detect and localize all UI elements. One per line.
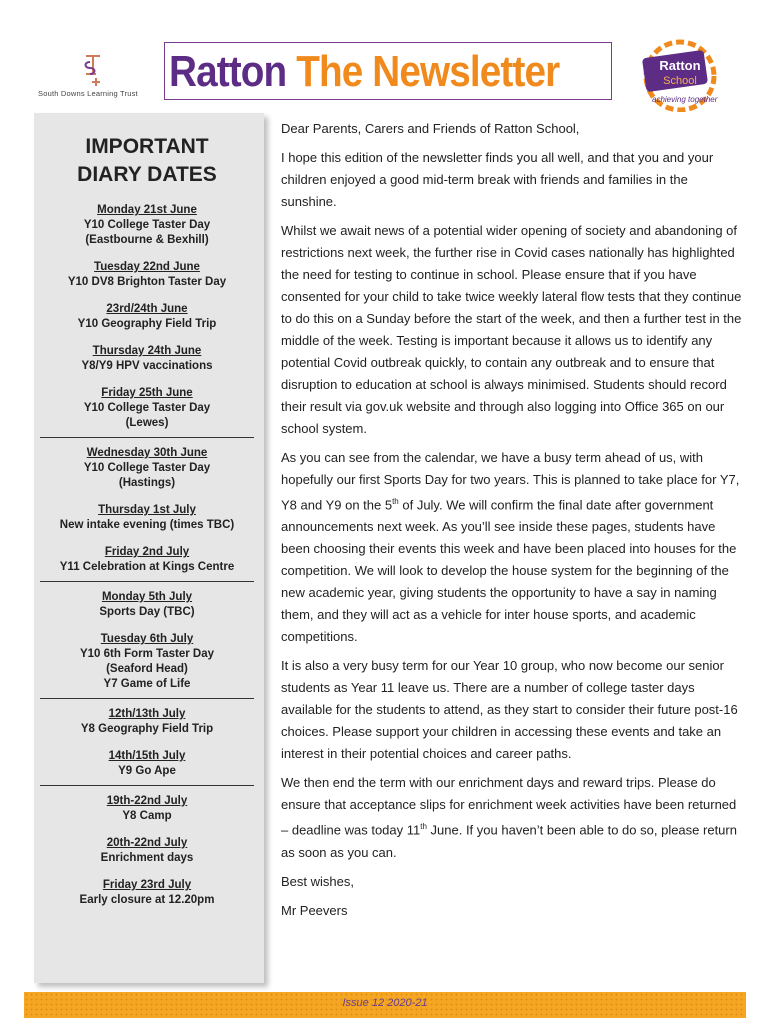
diary-entry: [34, 302, 260, 332]
headteacher-letter: [281, 118, 743, 929]
trust-monogram-icon: [78, 52, 114, 88]
diary-list: [34, 203, 260, 920]
diary-entry: [34, 836, 260, 866]
diary-event: Y11 Celebration at Kings Centre: [59, 561, 235, 573]
diary-event: Y10 College Taster Day: [83, 462, 211, 474]
diary-date: 23rd/24th June: [106, 303, 188, 315]
diary-event: Y8/Y9 HPV vaccinations: [81, 360, 213, 372]
diary-event: (Lewes): [125, 417, 169, 429]
diary-date: 19th-22nd July: [106, 795, 188, 807]
issue-number: Issue 12 2020-21: [342, 997, 428, 1009]
school-logo-school: School: [663, 75, 697, 87]
letter-signature: Mr Peevers: [281, 902, 348, 918]
footer-band: [24, 992, 746, 1018]
diary-event: Sports Day (TBC): [99, 606, 195, 618]
newsletter-title: [169, 46, 559, 98]
diary-date: 20th-22nd July: [106, 837, 188, 849]
diary-date: Thursday 1st July: [98, 504, 196, 516]
diary-event: (Hastings): [118, 477, 176, 489]
diary-event: Y9 Go Ape: [118, 765, 176, 777]
title-part-school: Ratton: [169, 47, 287, 96]
diary-entry: [34, 632, 260, 692]
diary-event: Y7 Game of Life: [103, 678, 191, 690]
diary-event: (Seaford Head): [106, 663, 188, 675]
diary-event: Y10 College Taster Day: [83, 402, 211, 414]
diary-entry: [34, 344, 260, 374]
diary-event: (Eastbourne & Bexhill): [85, 234, 209, 246]
diary-date: Friday 2nd July: [104, 546, 190, 558]
diary-date: Wednesday 30th June: [86, 447, 208, 459]
diary-date: Tuesday 22nd June: [94, 261, 200, 273]
diary-divider: [40, 437, 254, 438]
trust-logo: [36, 52, 156, 102]
diary-event: Enrichment days: [100, 852, 194, 864]
diary-event: Y8 Geography Field Trip: [80, 723, 214, 735]
diary-date: 14th/15th July: [108, 750, 186, 762]
diary-entry: [34, 749, 260, 779]
title-part-newsletter: The Newsletter: [296, 47, 560, 96]
diary-divider: [40, 581, 254, 582]
diary-event: New intake evening (times TBC): [59, 519, 235, 531]
diary-event: Y10 College Taster Day: [83, 219, 211, 231]
letter-paragraph: I hope this edition of the newsletter finds you all well, and that you and your children enjoyed a good mid-term break with friends and families in the sunshine.: [281, 150, 714, 209]
diary-entry: [34, 545, 260, 575]
diary-entry: [34, 794, 260, 824]
diary-date: Monday 21st June: [97, 204, 197, 216]
letter-signoff: Best wishes,: [281, 873, 354, 889]
diary-date: Thursday 24th June: [92, 345, 202, 357]
diary-date: Tuesday 6th July: [100, 633, 194, 645]
diary-date: Monday 5th July: [101, 591, 193, 603]
letter-paragraph: It is also a very busy term for our Year 10 group, who now become our senior students as Year 11 leave us. There are a number of college taster days available for the students to attend, as they start to consider their future post-16 choices. Please support your children in accessing these events and take an interest in their potential choices and career paths.: [281, 658, 738, 762]
school-logo-name: Ratton: [659, 58, 701, 73]
diary-date: Friday 23rd July: [102, 879, 192, 891]
school-logo-tagline: achieving together: [652, 95, 718, 104]
letter-paragraph: As you can see from the calendar, we have a busy term ahead of us, with hopefully our first Sports Day for two years. This is planned to take place for Y7, Y8 and Y9 on the 5th of July. We will confirm the final date after government announcements next week. As you’ll see inside these pages, students have been choosing their events this week and have been placed into houses for the competition. We will look to develop the house system for the beginning of the new academic year, giving students the opportunity to have a say in naming them, and they will act as a vehicle for inter house sports, and academic competitions.: [281, 450, 740, 645]
diary-entry: [34, 503, 260, 533]
school-logo: [634, 36, 728, 112]
masthead: [164, 42, 612, 100]
diary-dates-sidebar: [34, 113, 264, 983]
diary-divider: [40, 785, 254, 786]
diary-entry: [34, 446, 260, 491]
diary-event: Y10 DV8 Brighton Taster Day: [67, 276, 227, 288]
letter-paragraph: Whilst we await news of a potential wider opening of society and abandoning of restrictions next week, the further rise in Covid cases nationally has highlighted the need for testing to continue in school. Please ensure that if you have consented for your child to take twice weekly lateral flow tests that they continue to do this on a Sunday before the start of the week, and then a further test in the middle of the week. Testing is important because it allows us to identify any potential Covid outbreak quickly, to contain any outbreak and to ensure that disruption to education at school is always minimised. Students should record their result via gov.uk website and through also logging into Office 365 on our school system.: [281, 223, 742, 436]
diary-event: Y10 Geography Field Trip: [77, 318, 217, 330]
diary-event: Y10 6th Form Taster Day: [79, 648, 214, 660]
diary-event: Early closure at 12.20pm: [79, 894, 215, 906]
diary-dates-heading: IMPORTANT DIARY DATES: [77, 135, 217, 186]
diary-divider: [40, 698, 254, 699]
diary-entry: [34, 386, 260, 431]
diary-date: Friday 25th June: [101, 387, 193, 399]
diary-event: Y8 Camp: [122, 810, 172, 822]
diary-entry: [34, 203, 260, 248]
diary-entry: [34, 590, 260, 620]
diary-entry: [34, 260, 260, 290]
diary-date: 12th/13th July: [108, 708, 186, 720]
letter-paragraph: We then end the term with our enrichment days and reward trips. Please do ensure that acceptance slips for enrichment week activities have been returned – deadline was today 11th June. If you haven’t been able to do so, please return as soon as you can.: [281, 775, 737, 860]
trust-name: South Downs Learning Trust: [38, 89, 138, 98]
letter-greeting: Dear Parents, Carers and Friends of Ratton School,: [281, 121, 580, 136]
diary-entry: [34, 878, 260, 908]
diary-entry: [34, 707, 260, 737]
